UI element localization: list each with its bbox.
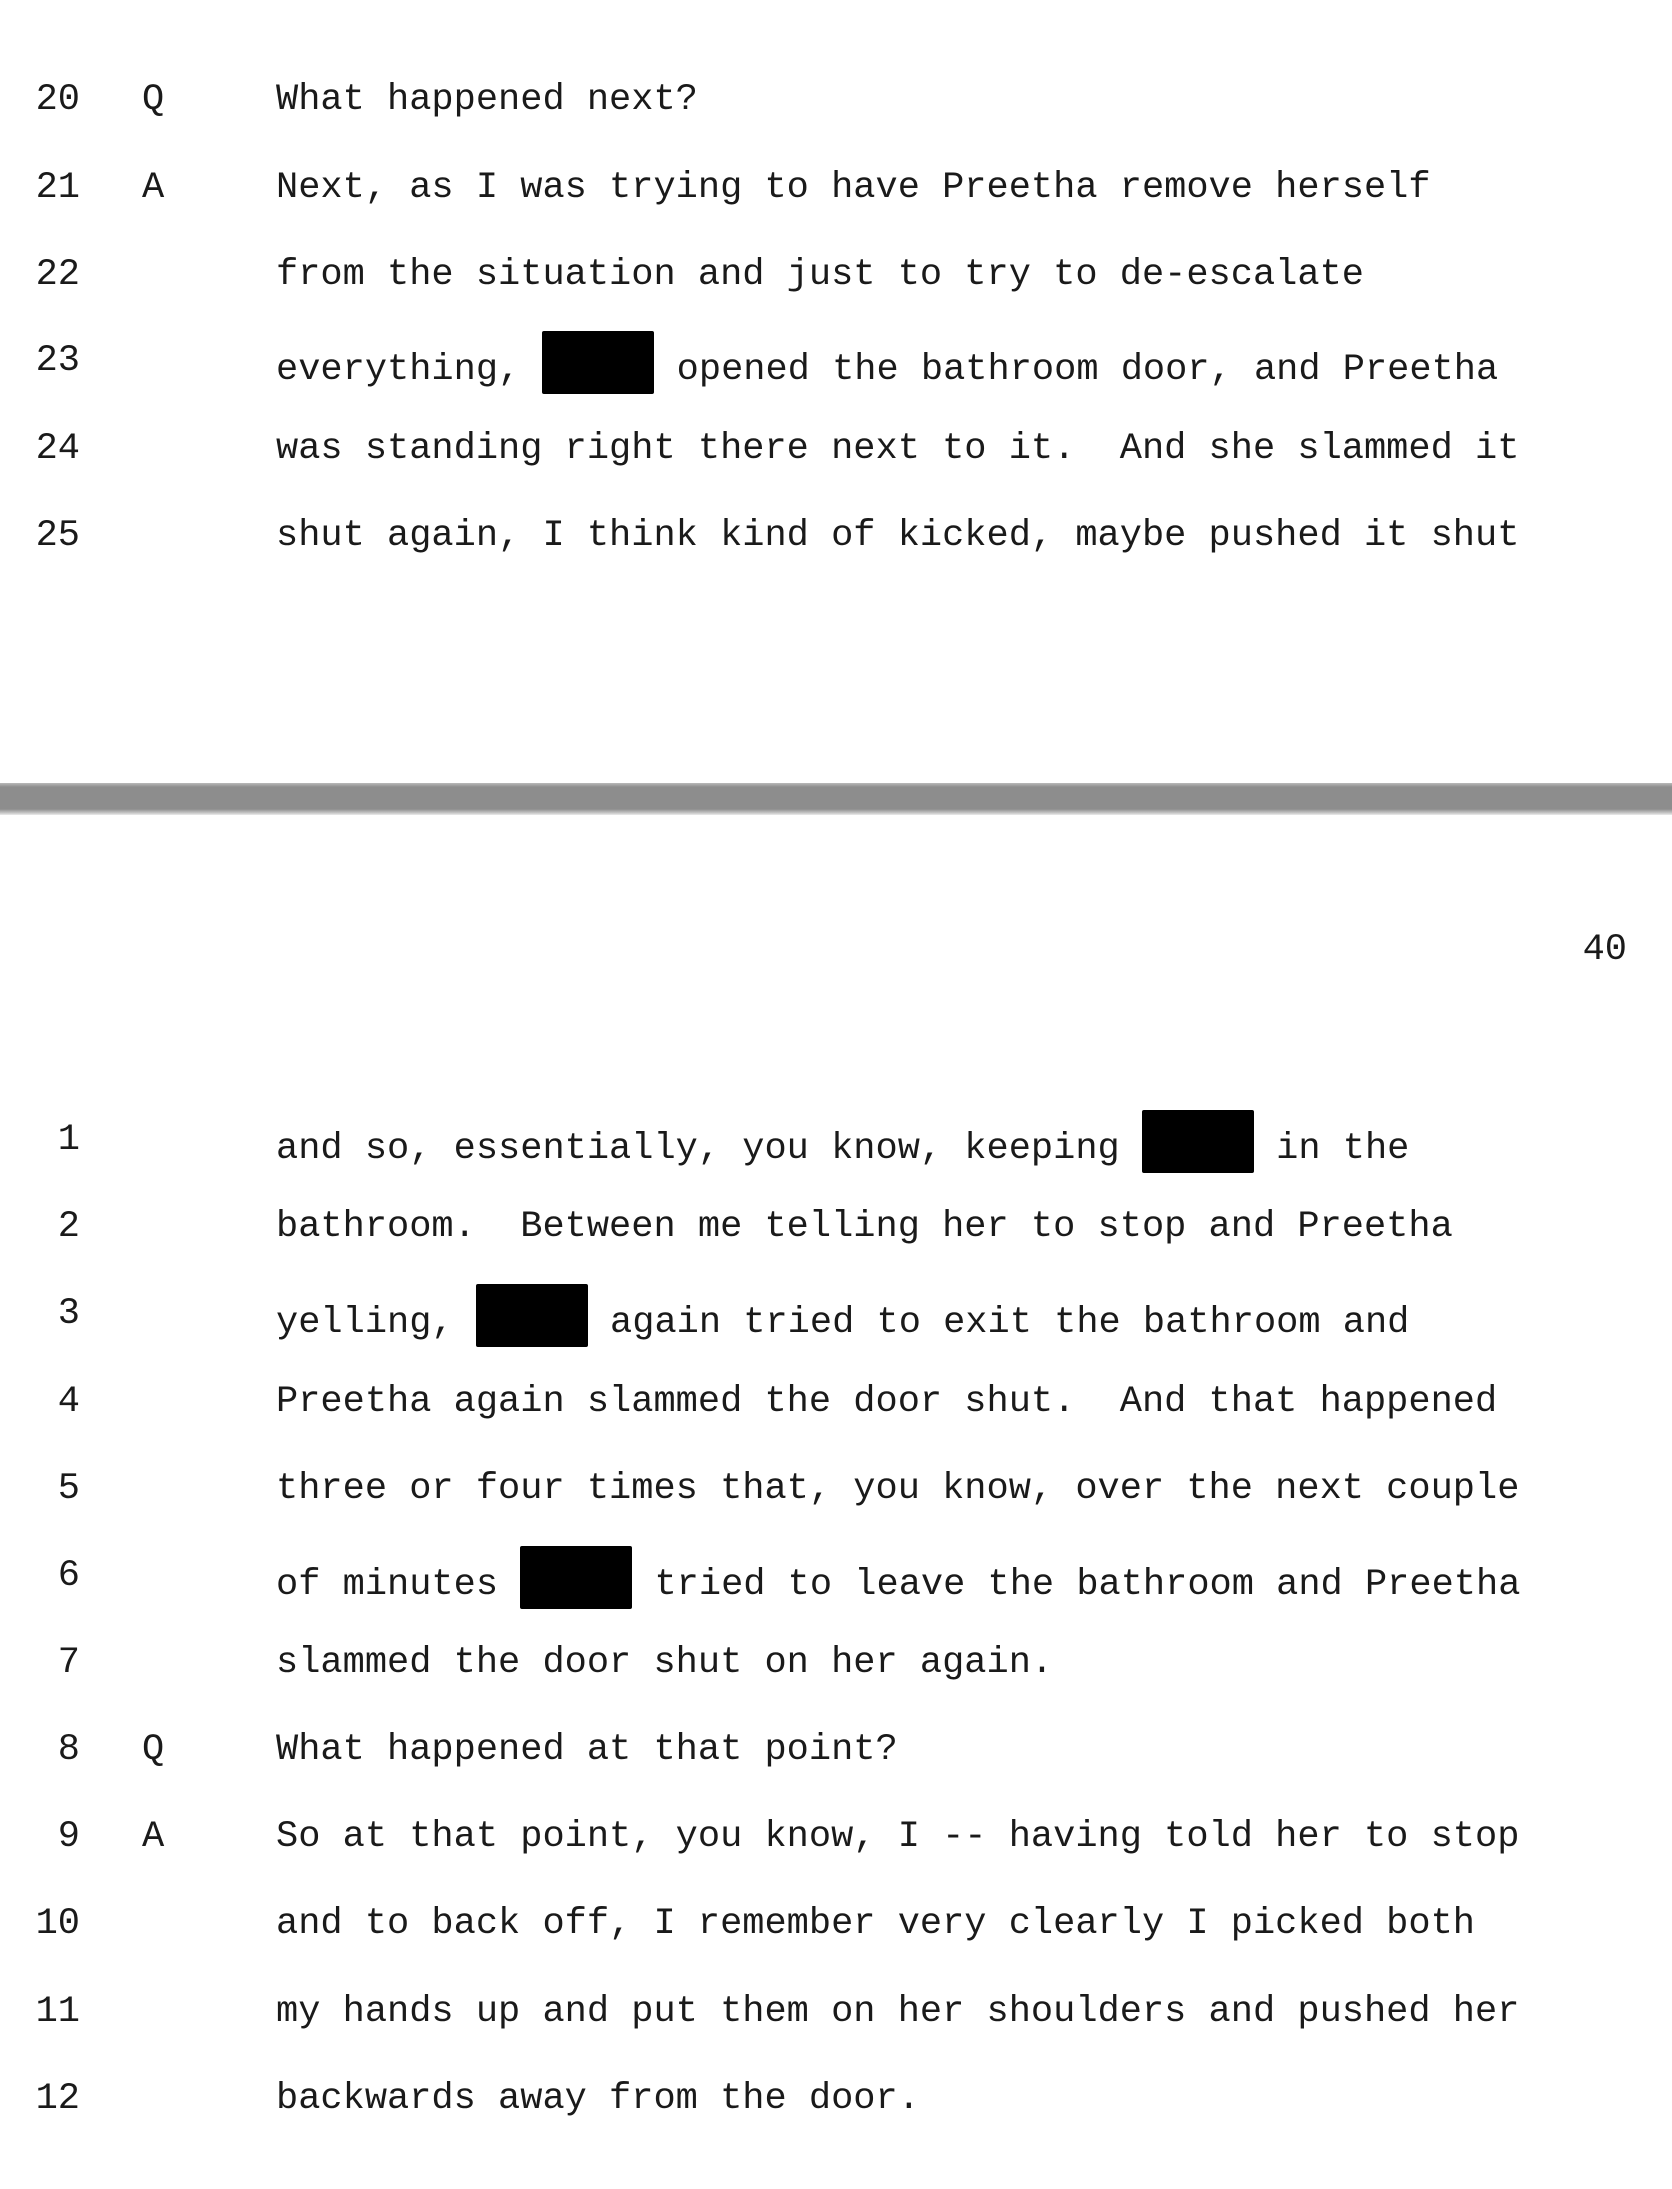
line-number: 2 (57, 1206, 80, 1248)
line-text: slammed the door shut on her again. (276, 1642, 1054, 1684)
line-text: and so, essentially, you know, keeping in the (276, 1110, 1409, 1179)
line-text: yelling, again tried to exit the bathroom and (276, 1284, 1409, 1353)
line-text: everything, opened the bathroom door, and Preetha (276, 331, 1498, 400)
line-text: three or four times that, you know, over the next couple (276, 1468, 1520, 1510)
line-text: Preetha again slammed the door shut. And that happened (276, 1381, 1498, 1423)
line-text: shut again, I think kind of kicked, maybe pushed it shut (276, 515, 1520, 557)
transcript-line (0, 1922, 1672, 2033)
transcript-line (0, 446, 1672, 557)
line-number: 20 (35, 79, 80, 121)
transcript-page-top (0, 0, 1672, 783)
line-number: 12 (35, 2078, 80, 2120)
transcript-line (0, 1834, 1672, 1945)
line-number: 21 (35, 167, 80, 209)
line-number: 8 (57, 1729, 80, 1771)
line-text: bathroom. Between me telling her to stop and Preetha (276, 1206, 1453, 1248)
speaker-label: A (142, 1816, 165, 1858)
transcript-line (0, 1399, 1672, 1510)
transcript-line (0, 1224, 1672, 1344)
transcript-line (0, 2009, 1672, 2120)
line-text: Next, as I was trying to have Preetha remove herself (276, 167, 1431, 209)
transcript-line (0, 1312, 1672, 1423)
line-number: 7 (57, 1642, 80, 1684)
speaker-label: Q (142, 79, 165, 121)
line-number: 25 (35, 515, 80, 557)
line-number: 23 (35, 340, 80, 382)
line-number: 22 (35, 254, 80, 296)
transcript-line (0, 1050, 1672, 1170)
line-number: 4 (57, 1381, 80, 1423)
line-text: my hands up and put them on her shoulders and pushed her (276, 1991, 1520, 2033)
line-number: 11 (35, 1991, 80, 2033)
line-number: 5 (57, 1468, 80, 1510)
transcript-line (0, 185, 1672, 296)
line-text: What happened at that point? (276, 1729, 898, 1771)
line-text: of minutes tried to leave the bathroom and Preetha (276, 1546, 1520, 1615)
line-number: 9 (57, 1816, 80, 1858)
line-number: 3 (57, 1293, 80, 1335)
transcript-line (0, 1486, 1672, 1606)
line-number: 6 (57, 1555, 80, 1597)
transcript-line (0, 1747, 1672, 1858)
line-text: from the situation and just to try to de-escalate (276, 254, 1364, 296)
line-text: backwards away from the door. (276, 2078, 920, 2120)
line-number: 1 (57, 1119, 80, 1161)
transcript-page-bottom (0, 815, 1672, 2120)
page-divider (0, 783, 1672, 815)
line-number: 10 (35, 1903, 80, 1945)
line-number: 24 (35, 428, 80, 470)
line-text: was standing right there next to it. And she slammed it (276, 428, 1520, 470)
transcript-line (0, 1660, 1672, 1771)
transcript-line (0, 1137, 1672, 1248)
transcript-line (0, 10, 1672, 121)
transcript-line (0, 98, 1672, 209)
speaker-label: Q (142, 1729, 165, 1771)
page-number: 40 (1582, 929, 1627, 971)
line-text: What happened next? (276, 79, 698, 121)
line-text: and to back off, I remember very clearly I picked both (276, 1903, 1475, 1945)
speaker-label: A (142, 167, 165, 209)
transcript-line (0, 271, 1672, 391)
transcript-line (0, 359, 1672, 470)
transcript-line (0, 1573, 1672, 1684)
line-text: So at that point, you know, I -- having told her to stop (276, 1816, 1520, 1858)
